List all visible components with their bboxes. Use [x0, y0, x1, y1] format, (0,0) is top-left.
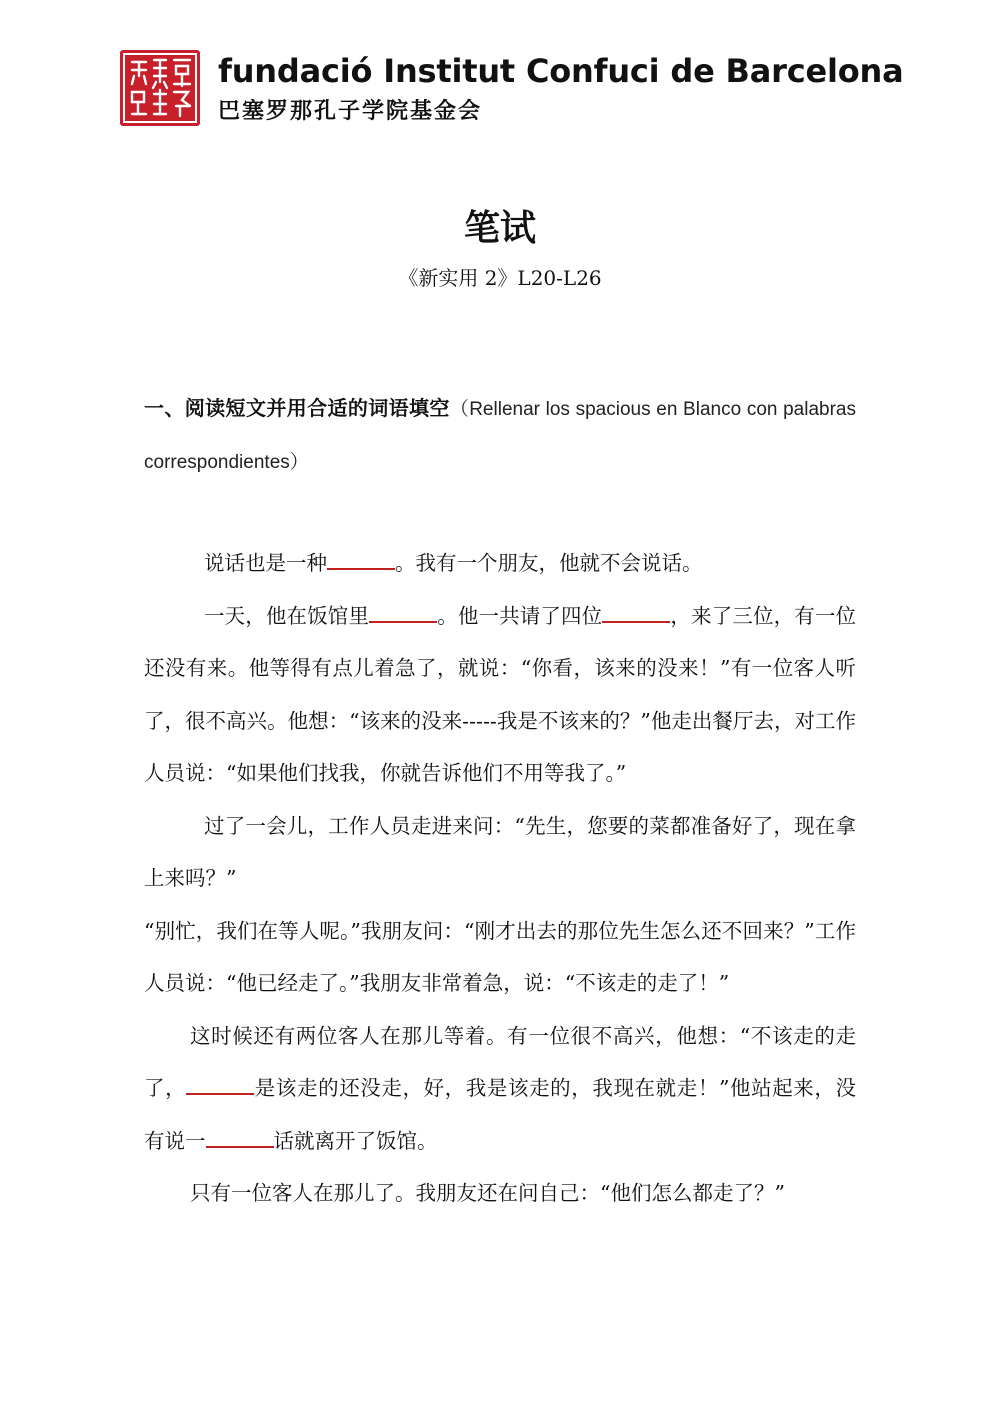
- text-span: 。我有一个朋友，他就不会说话。: [395, 551, 703, 575]
- text-span: 。他一共请了四位: [437, 603, 603, 628]
- text-span: 说话也是一种: [204, 551, 327, 575]
- text-span: 一天，他在饭馆里: [204, 603, 370, 628]
- fill-blank-4[interactable]: [186, 1073, 254, 1095]
- header: [120, 50, 904, 130]
- text-span: 是该走的还没走，好，我是该走的，我现在就走！”他站起来，没有说一: [144, 1076, 857, 1153]
- page-title: 笔试: [463, 208, 536, 249]
- text-span: 话就离开了饭馆。: [273, 1128, 438, 1153]
- section-heading: [144, 382, 856, 489]
- fill-blank-1[interactable]: [327, 548, 395, 570]
- institution-name-chinese: 巴塞罗那孔子学院基金会: [218, 98, 483, 124]
- paragraph-3: 过了一会儿，工作人员走进来问：“先生，您要的菜都准备好了，现在拿上来吗？”: [144, 813, 856, 890]
- section-title: 一、阅读短文并用合适的词语填空: [144, 396, 450, 420]
- fill-blank-2[interactable]: [369, 601, 437, 623]
- institution-name: fundació Institut Confuci de Barcelona: [218, 52, 904, 90]
- fill-blank-3[interactable]: [602, 601, 670, 623]
- reading-passage: [144, 537, 856, 1220]
- fill-blank-5[interactable]: [206, 1126, 274, 1148]
- paragraph-6: 只有一位客人在那儿了。我朋友还在问自己：“他们怎么都走了？”: [190, 1181, 785, 1205]
- seal-logo-icon: [120, 50, 200, 126]
- text-span: 这时候还有两位客人在那儿等着。有一位很不高兴，他想：“不该走的走了，: [144, 1023, 856, 1100]
- paragraph-2: [144, 590, 856, 800]
- page-subtitle: 《新实用 2》L20-L26: [398, 266, 602, 290]
- section-instruction: （Rellenar los spacious en Blanco con palabras correspondientes）: [144, 399, 856, 473]
- paragraph-1: [144, 537, 856, 590]
- text-span: ，来了三位，有一位还没有来。他等得有点儿着急了，就说：“你看，该来的没来！”有一位客人听了，很不高兴。他想：“该来的没来-----我是不该来的？”他走出餐厅去，对工作人员说：“如果他们找我，你就告诉他们不用等我了。”: [144, 603, 857, 785]
- paragraph-4: “别忙，我们在等人呢。”我朋友问：“刚才出去的那位先生怎么还不回来？”工作人员说：“他已经走了。”我朋友非常着急，说：“不该走的走了！”: [144, 918, 856, 995]
- paragraph-5: [144, 1010, 856, 1168]
